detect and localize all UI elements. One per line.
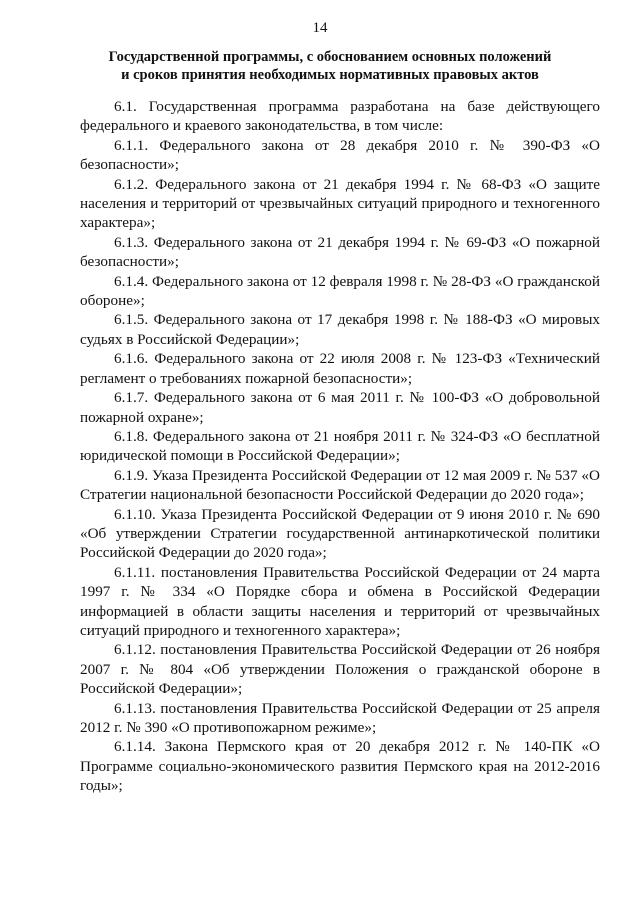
paragraph-6-1-6: 6.1.6. Федерального закона от 22 июля 2008 г. № 123-ФЗ «Технический регламент о требованиях пожарной безопасности»;: [80, 350, 600, 387]
paragraph-6-1-1: 6.1.1. Федерального закона от 28 декабря 2010 г. № 390-ФЗ «О безопасности»;: [80, 136, 600, 174]
section-heading-line-2: и сроков принятия необходимых нормативных правовых актов: [121, 67, 539, 83]
paragraph-6-1-4: 6.1.4. Федерального закона от 12 февраля 1998 г. № 28-ФЗ «О гражданской обороне»;: [80, 272, 600, 310]
document-body: [80, 97, 600, 796]
section-heading: [80, 48, 580, 84]
paragraph-6-1-11: 6.1.11. постановления Правительства Российской Федерации от 24 марта 1997 г. № 334 «О Порядке сбора и обмена в Российской Федерации информацией в области защиты населения и территорий от чрезвычайных ситуаций природного и техногенного характера»;: [80, 563, 600, 639]
page-number: 14: [312, 20, 328, 36]
paragraph-6-1-12: 6.1.12. постановления Правительства Российской Федерации от 26 ноября 2007 г. № 804 «Об утверждении Положения о гражданской обороне в Российской Федерации»;: [80, 641, 600, 698]
paragraph-6-1-9: 6.1.9. Указа Президента Российской Федерации от 12 мая 2009 г. № 537 «О Стратегии национальной безопасности Российской Федерации до 2020 года»;: [80, 466, 600, 504]
paragraph-6-1-14: 6.1.14. Закона Пермского края от 20 декабря 2012 г. № 140-ПК «О Программе социально-экономического развития Пермского края на 2012-2016 годы»;: [80, 738, 600, 795]
paragraph-6-1-8: 6.1.8. Федерального закона от 21 ноября 2011 г. № 324-ФЗ «О бесплатной юридической помощи в Российской Федерации»;: [80, 427, 600, 465]
section-heading-line-1: Государственной программы, с обоснованием основных положений: [108, 49, 552, 65]
paragraph-6-1: 6.1. Государственная программа разработана на базе действующего федерального и краевого законодательства, в том числе:: [80, 98, 600, 135]
paragraph-6-1-3: 6.1.3. Федерального закона от 21 декабря 1994 г. № 69-ФЗ «О пожарной безопасности»;: [80, 233, 600, 271]
paragraph-6-1-2: 6.1.2. Федерального закона от 21 декабря 1994 г. № 68-ФЗ «О защите населения и территорий от чрезвычайных ситуаций природного и техногенного характера»;: [80, 175, 600, 232]
paragraph-6-1-5: 6.1.5. Федерального закона от 17 декабря 1998 г. № 188-ФЗ «О мировых судьях в Российской Федерации»;: [80, 311, 600, 348]
paragraph-6-1-7: 6.1.7. Федерального закона от 6 мая 2011 г. № 100-ФЗ «О добровольной пожарной охране»;: [80, 389, 600, 426]
paragraph-6-1-13: 6.1.13. постановления Правительства Российской Федерации от 25 апреля 2012 г. № 390 «О противопожарном режиме»;: [80, 699, 600, 736]
paragraph-6-1-10: 6.1.10. Указа Президента Российской Федерации от 9 июня 2010 г. № 690 «Об утверждении Стратегии государственной антинаркотической политики Российской Федерации до 2020 года»;: [80, 505, 600, 562]
